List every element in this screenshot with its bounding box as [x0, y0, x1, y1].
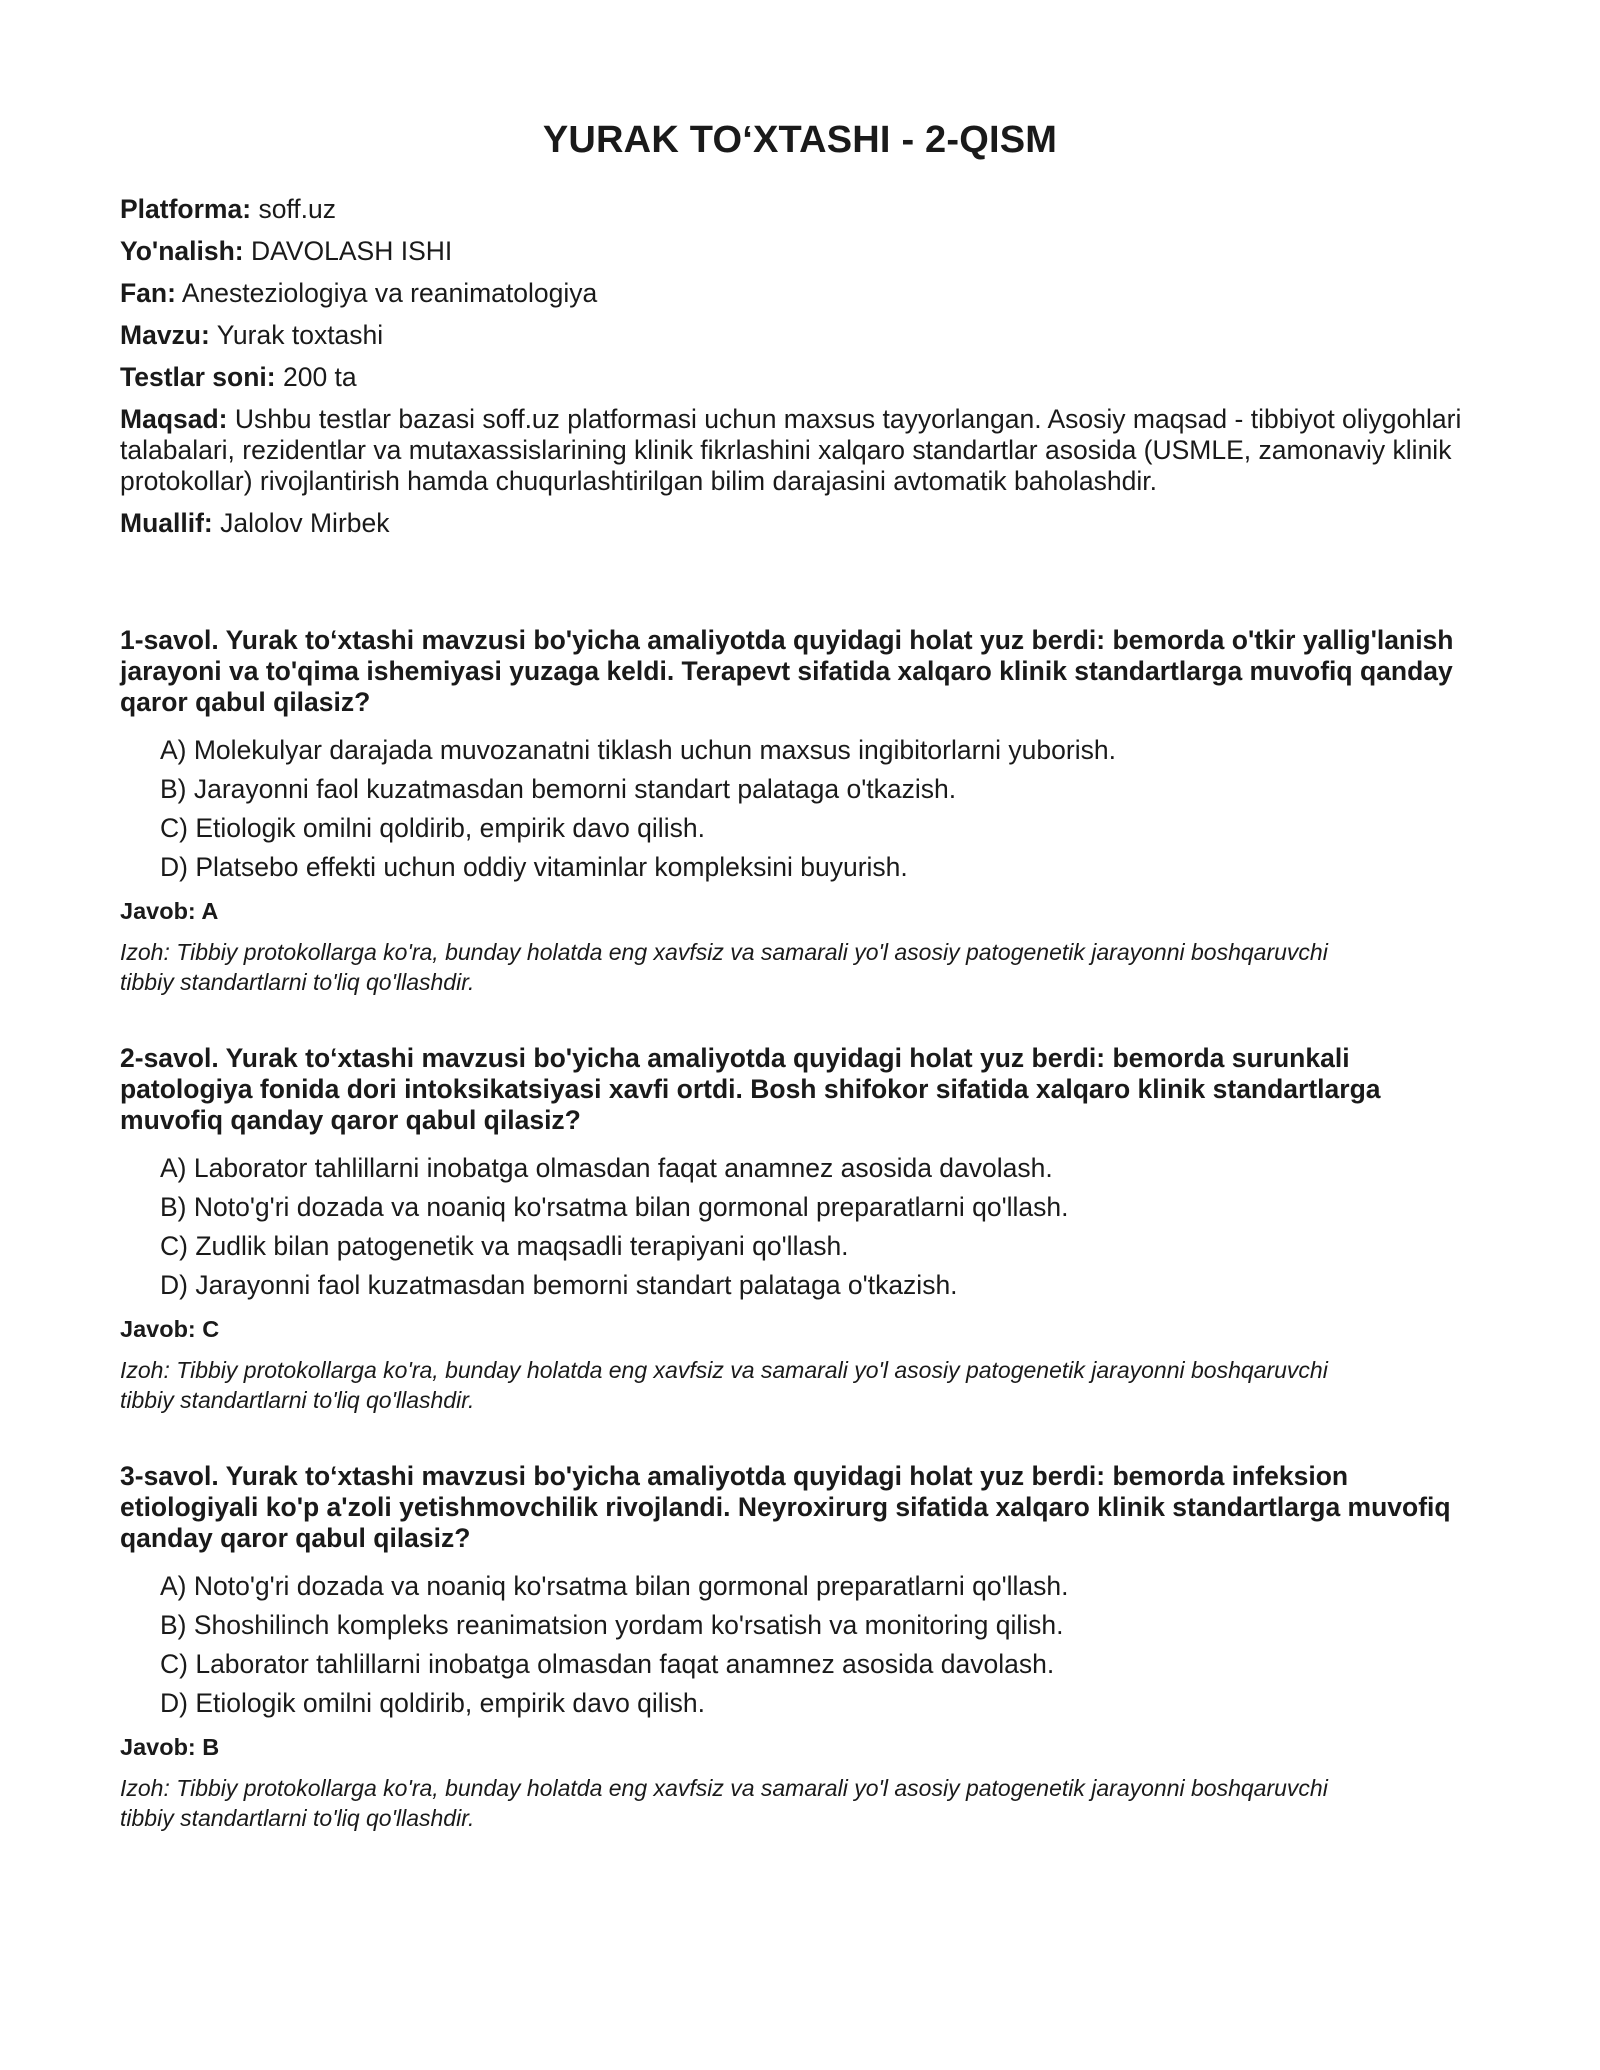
explanation-note: Izoh: Tibbiy protokollarga ko'ra, bunday holatda eng xavfsiz va samarali yo'l asosiy patogenetik jarayonni boshqaruvchi tibbiy standartlarni to'liq qo'llashdir. — [120, 1356, 1328, 1413]
question-text: 3-savol. Yurak to‘xtashi mavzusi bo'yicha amaliyotda quyidagi holat yuz berdi: bemorda infeksion etiologiyali ko'p a'zoli yetishmovchilik rivojlandi. Neyroxirurg sifatida xalqaro klinik standartlarga muvofiq qanday qaror qabul qilasiz? — [120, 1460, 1451, 1553]
option-a: A) Laborator tahlillarni inobatga olmasdan faqat anamnez asosida davolash. — [160, 1152, 1053, 1183]
meta-label: Platforma: — [120, 193, 252, 224]
meta-test-count — [120, 362, 1480, 393]
meta-value: DAVOLASH ISHI — [250, 235, 453, 266]
meta-direction — [120, 236, 1480, 267]
meta-platform — [120, 194, 1480, 225]
answer-options — [120, 1571, 1480, 1719]
meta-label: Fan: — [120, 277, 176, 308]
meta-label: Muallif: — [120, 507, 213, 538]
option-d: D) Etiologik omilni qoldirib, empirik davo qilish. — [160, 1687, 705, 1718]
meta-value: Jalolov Mirbek — [220, 507, 390, 538]
meta-label: Yo'nalish: — [120, 235, 244, 266]
option-a: A) Noto'g'ri dozada va noaniq ko'rsatma bilan gormonal preparatlarni qo'llash. — [160, 1570, 1069, 1601]
document-page — [120, 118, 1480, 1879]
meta-label: Mavzu: — [120, 319, 210, 350]
question-text: 2-savol. Yurak to‘xtashi mavzusi bo'yicha amaliyotda quyidagi holat yuz berdi: bemorda surunkali patologiya fonida dori intoksikatsiyasi xavfi ortdi. Bosh shifokor sifatida xalqaro klinik standartlarga muvofiq qanday qaror qabul qilasiz? — [120, 1042, 1381, 1135]
question-1 — [120, 625, 1480, 997]
meta-label: Maqsad: — [120, 403, 228, 434]
answer-options — [120, 735, 1480, 883]
question-text: 1-savol. Yurak to‘xtashi mavzusi bo'yicha amaliyotda quyidagi holat yuz berdi: bemorda o'tkir yallig'lanish jarayoni va to'qima ishemiyasi yuzaga keldi. Terapevt sifatida xalqaro klinik standartlarga muvofiq qanday qaror qabul qilasiz? — [120, 624, 1454, 717]
option-b: B) Noto'g'ri dozada va noaniq ko'rsatma bilan gormonal preparatlarni qo'llash. — [160, 1191, 1069, 1222]
question-2 — [120, 1043, 1480, 1415]
option-c: C) Zudlik bilan patogenetik va maqsadli terapiyani qo'llash. — [160, 1230, 849, 1261]
meta-value: Ushbu testlar bazasi soff.uz platformasi uchun maxsus tayyorlangan. Asosiy maqsad - tibbiyot oliygohlari talabalari, rezidentlar va mutaxassislarining klinik fikrlashini xalqaro standartlar asosida (USMLE, zamonaviy klinik protokollar) rivojlantirish hamda chuqurlashtirilgan bilim darajasini avtomatik baholashdir. — [120, 403, 1462, 496]
meta-value: 200 ta — [282, 361, 357, 392]
correct-answer: Javob: A — [120, 897, 219, 924]
meta-topic — [120, 320, 1480, 351]
meta-subject — [120, 278, 1480, 309]
meta-purpose — [120, 404, 1480, 497]
meta-label: Testlar soni: — [120, 361, 276, 392]
question-3 — [120, 1461, 1480, 1833]
correct-answer: Javob: C — [120, 1315, 220, 1342]
explanation-note: Izoh: Tibbiy protokollarga ko'ra, bunday holatda eng xavfsiz va samarali yo'l asosiy patogenetik jarayonni boshqaruvchi tibbiy standartlarni to'liq qo'llashdir. — [120, 938, 1328, 995]
meta-value: Anesteziologiya va reanimatologiya — [181, 277, 598, 308]
option-d: D) Jarayonni faol kuzatmasdan bemorni standart palataga o'tkazish. — [160, 1269, 958, 1300]
meta-author — [120, 508, 1480, 539]
option-d: D) Platsebo effekti uchun oddiy vitaminlar kompleksini buyurish. — [160, 851, 908, 882]
explanation-note: Izoh: Tibbiy protokollarga ko'ra, bunday holatda eng xavfsiz va samarali yo'l asosiy patogenetik jarayonni boshqaruvchi tibbiy standartlarni to'liq qo'llashdir. — [120, 1774, 1328, 1831]
option-c: C) Laborator tahlillarni inobatga olmasdan faqat anamnez asosida davolash. — [160, 1648, 1055, 1679]
questions-list — [120, 625, 1480, 1833]
answer-options — [120, 1153, 1480, 1301]
document-title: YURAK TO‘XTASHI - 2-QISM — [542, 119, 1058, 161]
meta-value: soff.uz — [258, 193, 337, 224]
option-b: B) Jarayonni faol kuzatmasdan bemorni standart palataga o'tkazish. — [160, 773, 957, 804]
option-b: B) Shoshilinch kompleks reanimatsion yordam ko'rsatish va monitoring qilish. — [160, 1609, 1064, 1640]
option-a: A) Molekulyar darajada muvozanatni tiklash uchun maxsus ingibitorlarni yuborish. — [160, 734, 1116, 765]
meta-section — [120, 194, 1480, 539]
meta-value: Yurak toxtashi — [216, 319, 384, 350]
correct-answer: Javob: B — [120, 1733, 220, 1760]
option-c: C) Etiologik omilni qoldirib, empirik davo qilish. — [160, 812, 705, 843]
